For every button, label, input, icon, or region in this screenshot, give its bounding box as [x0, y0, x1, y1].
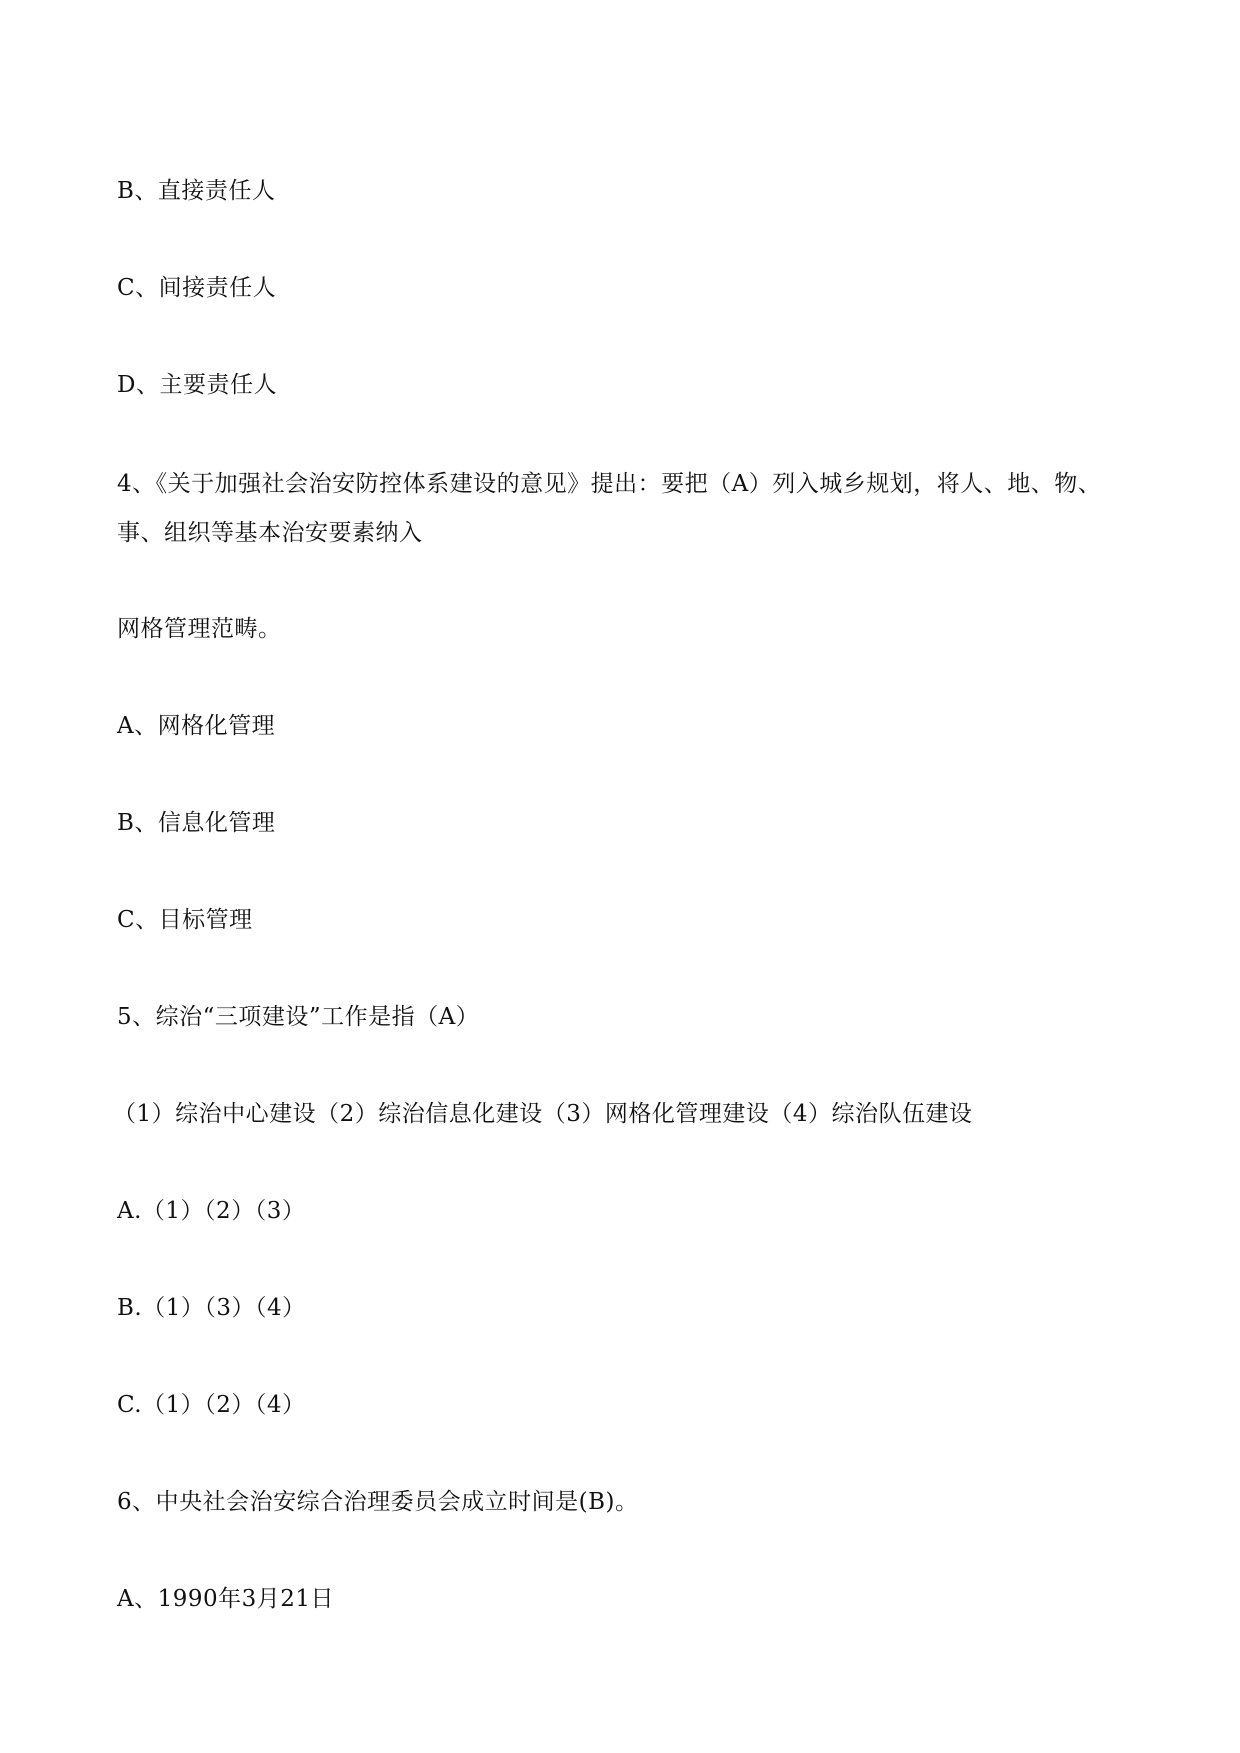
option-b-134: B.（1）（3）（4） — [117, 1295, 306, 1321]
option-c-indirect-responsible: C、间接责任人 — [117, 275, 277, 301]
option-b-direct-responsible: B、直接责任人 — [117, 178, 276, 204]
option-a-123: A.（1）（2）（3） — [117, 1198, 306, 1224]
question-4-continuation: 网格管理范畴。 — [117, 616, 282, 642]
option-a-grid-management: A、网格化管理 — [117, 713, 276, 739]
option-d-main-responsible: D、主要责任人 — [117, 372, 277, 398]
question-4-text: 4、《关于加强社会治安防控体系建设的意见》提出：要把（A）列入城乡规划，将人、地、物、事、组织等基本治安要素纳入 — [117, 471, 1102, 546]
option-a-date: A、1990年3月21日 — [117, 1586, 335, 1612]
question-5-text: 5、综治“三项建设”工作是指（A） — [117, 1004, 480, 1030]
question-5-items: （1）综治中心建设（2）综治信息化建设（3）网格化管理建设（4）综治队伍建设 — [113, 1101, 973, 1127]
option-c-124: C.（1）（2）（4） — [117, 1392, 306, 1418]
question-6-text: 6、中央社会治安综合治理委员会成立时间是(B)。 — [117, 1489, 639, 1515]
option-b-information-management: B、信息化管理 — [117, 810, 276, 836]
option-c-target-management: C、目标管理 — [117, 907, 253, 933]
